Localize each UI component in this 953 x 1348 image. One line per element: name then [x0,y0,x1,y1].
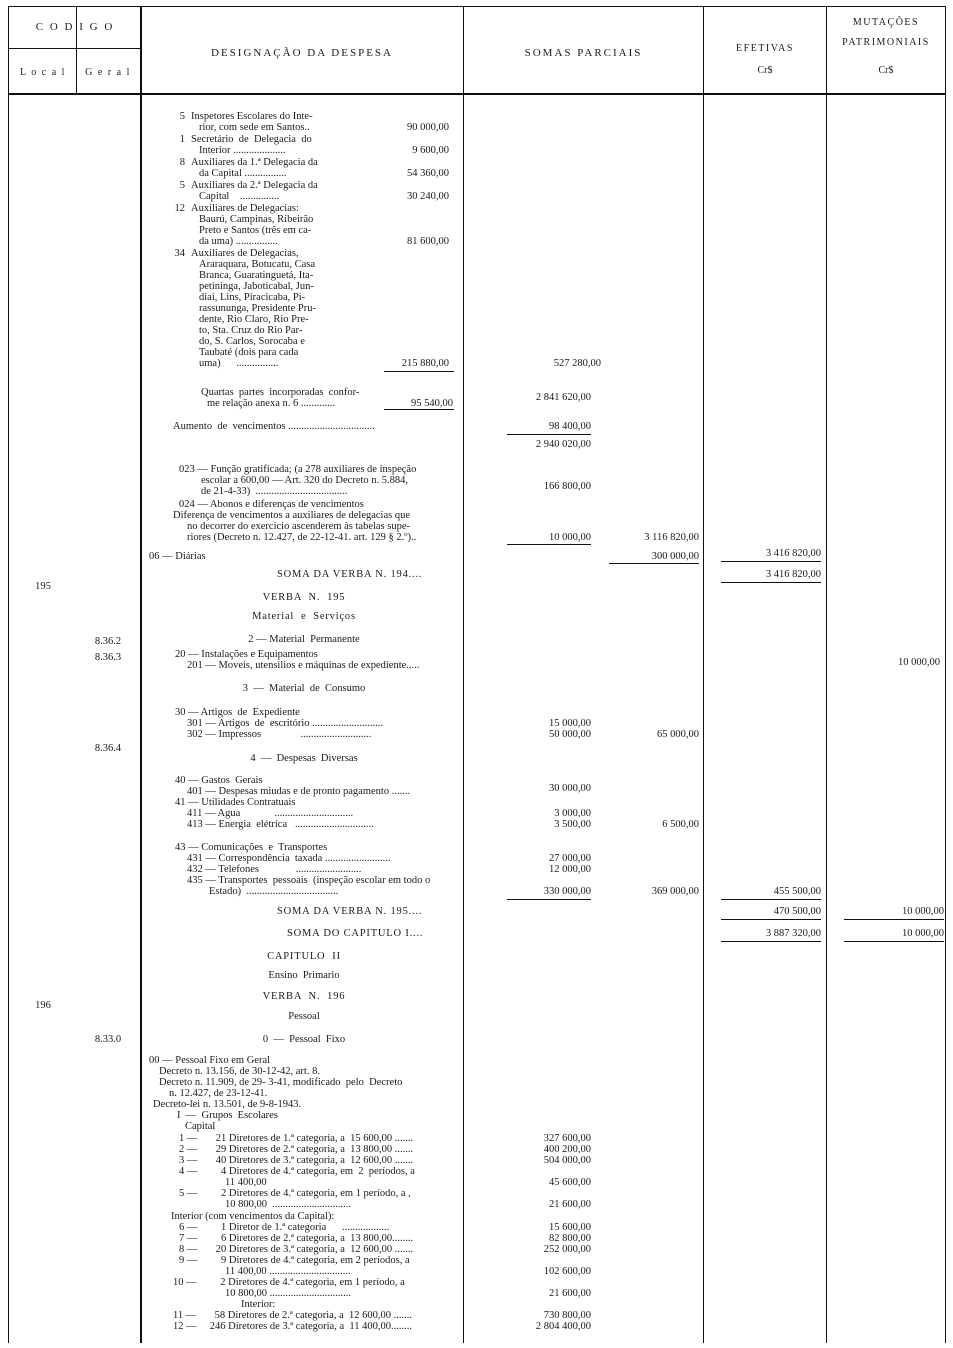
decreto-2: Decreto n. 11.909, de 29- 3-41, modificado pelo Decreto [159,1077,403,1088]
verba-195-title: VERBA N. 195 [262,592,346,603]
grupo-40-label: 40 — Gastos Gerais [175,775,263,786]
header-mutacoes: MUTAÇÕES [852,17,920,28]
item-text-3: Interior .................... [199,145,286,156]
diretores-row-4b: 11 400,00 [225,1177,267,1188]
item-435-label-1: 435 — Transportes pessoais (inspeção escolar em todo o [187,875,431,886]
header-somas-parciais: SOMAS PARCIAIS [524,47,643,59]
diretores-row-2-value: 400 200,00 [543,1144,591,1155]
capitulo-2-title: CAPITULO II [267,951,341,962]
rule-aumento [507,434,591,435]
item-text-10: Preto e Santos (três em ca- [199,225,312,236]
header-codigo: C O D I G O [35,21,115,33]
diretores-row-9b: 11 400,00 ............................... [225,1266,351,1277]
item-432-label: 432 — Telefones ......................... [187,864,362,875]
capitulo-2-subtitle: Ensino Primario [268,970,340,981]
item-val-1: 90 000,00 [407,122,449,133]
item-text-14: Branca, Guaratinguetá, Ita- [199,270,314,281]
diretores-row-5b: 10 800,00 .............................. [225,1199,351,1210]
code-geral-8362: 8.36.2 [94,636,122,647]
header-geral: G e r a l [85,67,131,78]
diretores-row-4: 4 — 4 Diretores de 4.ª categoria, em 2 períodos, a [179,1166,415,1177]
item-302-label: 302 — Impressos ........................... [187,729,372,740]
item-432-value: 12 000,00 [549,864,591,875]
rule-f024 [507,544,591,545]
header-mutacoes-unit: Cr$ [878,65,894,76]
f024-total: 3 116 820,00 [644,532,699,543]
item-count-12: 34 [174,248,185,259]
interior-heading: Interior: [241,1299,276,1310]
header-codigo-rule [9,48,140,49]
grupo-41-label: 41 — Utilidades Contratuais [175,797,296,808]
f023-value: 166 800,00 [543,481,591,492]
item-val-5: 54 360,00 [407,168,449,179]
grupo-20-label: 20 — Instalações e Equipamentos [175,649,318,660]
diretores-row-1: 1 — 21 Diretores de 1.ª categoria, a 15 600,00 ....... [179,1133,414,1144]
subtotal-delegacias: 527 280,00 [553,358,601,369]
item-text-8: Auxiliares de Delegacias: [191,203,299,214]
item-413-label: 413 — Energia elétrica .............................. [187,819,374,830]
diretores-row-12: 12 — 246 Diretores de 3.ª categoria, a 11 400,00........ [173,1321,412,1332]
code-local-196: 196 [35,1000,51,1011]
grupo-30-total: 65 000,00 [657,729,699,740]
material-consumo-heading: 3 — Material de Consumo [242,683,366,694]
item-text-7: Capital ............... [199,191,280,202]
item-401-label: 401 — Despesas miudas e de pronto pagamento ....... [187,786,411,797]
rule-designacao-somas [463,7,464,1343]
soma-capitulo-1-mutacoes: 10 000,00 [902,928,944,939]
soma-verba-194-label: SOMA DA VERBA N. 194.... [277,569,423,580]
rule-soma195-mut [844,919,944,920]
header-efetivas-unit: Cr$ [757,65,773,76]
grupo-41-total: 6 500,00 [662,819,699,830]
item-201-label: 201 — Moveis, utensilios e máquinas de expediente..... [187,660,420,671]
rule-g43 [507,899,591,900]
f024-line4: riores (Decreto n. 12.427, de 22-12-41. art. 129 § 2.º).. [187,532,417,543]
verba-196-title: VERBA N. 196 [262,991,346,1002]
item-text-17: rassununga, Presidente Pru- [199,303,316,314]
pessoal-fixo-heading: 0 — Pessoal Fixo [262,1034,346,1045]
budget-table [8,6,946,1343]
item-401-value: 30 000,00 [549,783,591,794]
quartas-line1: Quartas partes incorporadas confor- [201,387,360,398]
efetivas-455500: 455 500,00 [773,886,821,897]
f024-line3: no decorrer do exercicio ascenderem às tabelas supe- [187,521,411,532]
item-count-4: 8 [179,157,185,168]
diretores-row-6-value: 15 600,00 [549,1222,591,1233]
item-text-20: do, S. Carlos, Sorocaba e [199,336,305,347]
diretores-row-5: 5 — 2 Diretores de 4.ª categoria, em 1 período, a , [179,1188,411,1199]
decreto-3: n. 12.427, de 23-12-41. [169,1088,268,1099]
diretores-row-8-value: 252 000,00 [543,1244,591,1255]
item-val-3: 9 600,00 [412,145,449,156]
f023-line2: escolar a 600,00 — Art. 320 do Decreto n. 5.884, [201,475,409,486]
f024-line1: 024 — Abonos e diferenças de vencimentos [179,499,364,510]
rule-cap1-mut [844,941,944,942]
soma-verba-195-mutacoes: 10 000,00 [902,906,944,917]
soma-capitulo-1-label: SOMA DO CAPITULO I.... [287,928,424,939]
item-text-15: petininga, Jaboticabal, Jun- [199,281,314,292]
grupo-43-total: 369 000,00 [651,886,699,897]
item-411-label: 411 — Agua .............................. [187,808,354,819]
item-text-22: uma) ................ [199,358,279,369]
diretores-row-9-value: 102 600,00 [543,1266,591,1277]
diretores-row-5-value: 21 600,00 [549,1199,591,1210]
capital-heading: Capital [185,1121,216,1132]
item-text-5: da Capital ................ [199,168,287,179]
code-local-195: 195 [35,581,51,592]
diretores-row-3-value: 504 000,00 [543,1155,591,1166]
rule-soma195-ef [721,919,821,920]
item-text-2: Secretário de Delegacia do [191,134,312,145]
grupo-43-label: 43 — Comunicações e Transportes [175,842,328,853]
aumento-value: 98 400,00 [549,421,591,432]
item-count-6: 5 [179,180,185,191]
diretores-row-9: 9 — 9 Diretores de 4.ª categoria, em 2 períodos, a [179,1255,410,1266]
rule-soma194 [721,582,821,583]
rule-ef455 [721,899,821,900]
verba-195-subtitle: Material e Serviços [252,611,356,622]
item-text-16: diaí, Lins, Piracicaba, Pi- [199,292,306,303]
item-count-8: 12 [174,203,185,214]
diarias-label: 06 — Diárias [149,551,206,562]
diretores-row-7: 7 — 6 Diretores de 2.ª categoria, a 13 800,00........ [179,1233,414,1244]
item-val-11: 81 600,00 [407,236,449,247]
diretores-row-11-value: 730 800,00 [543,1310,591,1321]
f023-line3: de 21-4-33) ................................... [201,486,348,497]
diretores-row-11: 11 — 58 Diretores de 2.ª categoria, a 12 600,00 ....... [173,1310,412,1321]
rule-quartas [384,409,454,410]
item-text-13: Araraquara, Botucatu, Casa [199,259,316,270]
despesas-diversas-heading: 4 — Despesas Diversas [250,753,358,764]
item-count-0: 5 [179,111,185,122]
diretores-row-10: 10 — 2 Diretores de 4.ª categoria, em 1 período, a [173,1277,405,1288]
soma-verba-194-value: 3 416 820,00 [765,569,821,580]
item-text-11: da uma) ................ [199,236,278,247]
material-permanente-heading: 2 — Material Permanente [248,634,360,645]
rule-diarias-somas [609,563,699,564]
diretores-row-10b: 10 800,00 ............................... [225,1288,351,1299]
quartas-line2: me relação anexa n. 6 ............. [207,398,335,409]
item-text-0: Inspetores Escolares do Inte- [191,111,313,122]
diretores-row-7-value: 82 800,00 [549,1233,591,1244]
diretores-row-3: 3 — 40 Diretores de 3.ª categoria, a 12 600,00 ....... [179,1155,414,1166]
rule-efetivas-mutacoes [826,7,827,1343]
item-431-value: 27 000,00 [549,853,591,864]
diretores-row-2: 2 — 29 Diretores de 2.ª categoria, a 13 800,00 ....... [179,1144,414,1155]
item-text-6: Auxiliares da 2.ª Delegacia da [191,180,318,191]
rule-codigo-designacao [140,7,142,1343]
diretores-row-6: 6 — 1 Diretor de 1.ª categoria .................. [179,1222,390,1233]
diretores-row-10-value: 21 600,00 [549,1288,591,1299]
diarias-value: 300 000,00 [651,551,699,562]
rule-subtotal-delegacias [384,371,454,372]
item-val-22: 215 880,00 [401,358,449,369]
item-count-2: 1 [179,134,185,145]
item-text-18: dente, Rio Claro, Rio Pre- [199,314,309,325]
item-text-12: Auxiliares de Delegacias, [191,248,299,259]
item-413-value: 3 500,00 [554,819,591,830]
header-local: L o c a l [20,67,66,78]
item-val-7: 30 240,00 [407,191,449,202]
item-text-19: to, Sta. Cruz do Rio Par- [199,325,303,336]
code-geral-8363: 8.36.3 [94,652,122,663]
code-geral-8330: 8.33.0 [94,1034,122,1045]
item-301-value: 15 000,00 [549,718,591,729]
diretores-row-12-value: 2 804 400,00 [535,1321,591,1332]
header-mutacoes-patrimoniais: PATRIMONIAIS [842,37,930,48]
item-302-value: 50 000,00 [549,729,591,740]
item-00-label: 00 — Pessoal Fixo em Geral [149,1055,271,1066]
rule-somas-efetivas [703,7,704,1343]
f023-line1: 023 — Função gratificada; (a 278 auxiliares de inspeção [179,464,417,475]
item-text-9: Baurú, Campinas, Ribeirão [199,214,314,225]
soma-2940020: 2 940 020,00 [535,439,591,450]
quartas-value: 95 540,00 [411,398,453,409]
item-text-4: Auxiliares da 1.ª Delegacia da [191,157,318,168]
item-431-label: 431 — Correspondência taxada ......................... [187,853,391,864]
soma-verba-195-label: SOMA DA VERBA N. 195.... [277,906,423,917]
item-435-value: 330 000,00 [543,886,591,897]
code-geral-8364: 8.36.4 [94,743,122,754]
soma-2841620: 2 841 620,00 [535,392,591,403]
diarias-efetivas: 3 416 820,00 [765,548,821,559]
header-bottom-rule [9,93,945,95]
diretores-row-4-value: 45 600,00 [549,1177,591,1188]
rule-diarias-ef [721,561,821,562]
item-text-21: Taubaté (dois para cada [199,347,299,358]
item-text-1: rior, com sede em Santos.. [199,122,310,133]
decreto-4: Decreto-lei n. 13.501, de 9-8-1943. [153,1099,302,1110]
f024-value: 10 000,00 [549,532,591,543]
grupos-escolares-heading: I — Grupos Escolares [177,1110,278,1121]
item-411-value: 3 000,00 [554,808,591,819]
item-301-label: 301 — Artigos de escritório ........................... [187,718,383,729]
header-efetivas: EFETIVAS [736,43,794,54]
grupo-30-label: 30 — Artigos de Expediente [175,707,300,718]
diretores-row-8: 8 — 20 Diretores de 3.ª categoria, a 12 600,00 ....... [179,1244,414,1255]
diretores-row-1-value: 327 600,00 [543,1133,591,1144]
interior-capital-heading: Interior (com vencimentos da Capital): [171,1211,335,1222]
item-435-label-2: Estado) ................................... [209,886,339,897]
rule-cap1-ef [721,941,821,942]
f024-line2: Diferença de vencimentos a auxiliares de delegacias que [173,510,411,521]
decreto-1: Decreto n. 13.156, de 30-12-42, art. 8. [159,1066,320,1077]
soma-capitulo-1-value: 3 887 320,00 [765,928,821,939]
aumento-vencimentos: Aumento de vencimentos ................................. [173,421,375,432]
header-designacao: DESIGNAÇÃO DA DESPESA [211,47,393,59]
item-201-mutacoes: 10 000,00 [898,657,940,668]
verba-196-subtitle: Pessoal [288,1011,320,1022]
soma-verba-195-value: 470 500,00 [773,906,821,917]
